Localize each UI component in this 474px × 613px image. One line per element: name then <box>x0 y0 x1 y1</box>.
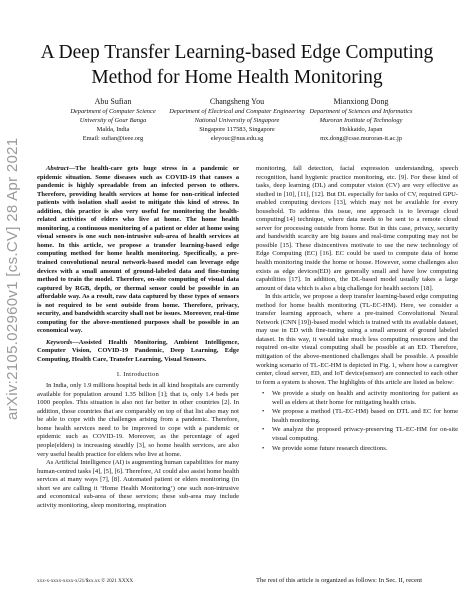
title-line-1: A Deep Transfer Learning-based Edge Computing <box>40 42 434 63</box>
highlights-list <box>256 390 458 453</box>
right-last-line: The rest of this article is organized as follows: In Sec. II, recent <box>256 577 423 584</box>
author-name: Abu Sufian <box>94 97 132 106</box>
keywords-text: —Assisted Health Monitoring, Ambient Intelligence, Computer Vision, COVID-19 Pandemic, Deep Learning, Edge Computing, Health Care, Transfer Learning, Visual Sensors. <box>37 338 239 364</box>
copyright-footnote: xxx-x-xxxx-xxxx-x/21/$xx.xx © 2021 XXXX <box>37 578 134 584</box>
author-affiliation: Department of Electrical and Computer Engineering <box>169 108 305 115</box>
author-name: Changsheng You <box>209 97 265 106</box>
keywords-label: Keywords <box>46 338 73 346</box>
abstract-label: Abstract <box>46 165 69 172</box>
author-affiliation: Department of Computer Science <box>70 108 156 115</box>
list-item: • We provide a study on health and activity monitoring for patient as well as elders at their home for mitigating health crisis. <box>262 390 458 406</box>
title-line-2: Method for Home Health Monitoring <box>91 67 383 88</box>
list-item: • We propose a method (TL-EC-HM) based on DTL and EC for home health monitoring. <box>262 408 458 424</box>
intro-paragraph-2: As Artificial Intelligence (AI) is augmenting human capabilities for many human-centred tasks [4], [5], [6]. Therefore, AI could also assist home health services at many ways [7], [8]. Automated patient or elders monitoring (in short we are calling it ‘Home Health Monitoring’) one such non-intrusive and economical sub-area of these services; these sub-area may include activity monitoring, sleep monitoring, respiration <box>37 459 239 509</box>
keywords <box>37 339 239 365</box>
paper-title <box>30 40 444 90</box>
bullet-icon: • <box>262 408 265 416</box>
author-email: Email: sufian@ieee.org <box>82 135 144 142</box>
bullet-icon: • <box>262 426 265 434</box>
intro-paragraph-1: In India, only 1.9 millions hospital beds in all kind hospitals are currently available for population around 1.35 billion [1]; that is, only 1.4 beds per 1000 peoples. This situation is also not far better in other countries [2]. In addition, those countries that are comparably on top of that list also may not be able to cope with the challenges arising from a pandemic. Therefore, home health services need to be improved to cope with a pandemic or epidemic such as COVID-19. Moreover, as the percentage of aged people(elders) is increasing steadily [3], so home health services, are also very useful health practice for elders who live at home. <box>37 382 239 458</box>
right-column <box>256 165 458 456</box>
right-paragraph-2: In this article, we propose a deep transfer learning-based edge computing method for home health monitoring (TL-EC-HM). Here, we consider a transfer learning approach, where a pre-trained Convolutional Neural Network (CNN [19])-based model which is trained with its available dataset, may use in ED with fine-tuning using a small amount of ground labeled dataset. In this way, it would take much less computing resources and the required on-site visual computing shall be possible at an ED. Therefore, mitigation of the above-mentioned challenges shall be possible. A possible working scenario of TL-EC-HM is depicted in Fig. 1, where how a caregiver center, cloud server, ED, and IoT device(sensor) are connected to each other to form a system is shown. The highlights of this article are listed as below: <box>256 293 458 386</box>
left-column <box>37 165 239 510</box>
arxiv-id: arXiv:2105.02960v1 [cs.CV] 28 Apr 2021 <box>4 137 21 420</box>
list-item: • We provide some future research directions. <box>262 444 388 452</box>
list-item: • We analyze the proposed privacy-preserving TL-EC-HM for on-site visual computing. <box>262 426 458 442</box>
bullet-icon: • <box>262 444 265 452</box>
author-org: National University of Singapore <box>194 117 280 124</box>
author-3 <box>286 96 436 143</box>
bullet-icon: • <box>262 390 265 398</box>
author-email: mx.dong@csse.muroran-it.ac.jp <box>320 135 402 142</box>
author-city: Singapore 117583, Singapore <box>199 126 275 133</box>
author-affiliation: Department of Sciences and Informatics <box>309 108 413 115</box>
author-email: eleyouc@nus.edu.sg <box>210 135 264 142</box>
right-paragraph-1: monitoring, fall detection, facial expression understanding, speech recognition, hand hygienic practice monitoring, etc. [9]. For these kind of tasks, deep learning (DL) and computer vision (CV) are very effective as studied in [10], [11], [12]. But DL especially for tasks of CV, required GPU-enabled computing devices [13], which may not be available for every household. To address this issue, one approach is to leverage cloud computing[14] technique, where data needs to be sent to a remote cloud server for processing outside from home. But in this case, privacy, security and bandwidth scarcity are big issues and real-time computing may not be possible [15]. These disincentives motivate to use the new technology of Edge Computing (EC) [16]. EC could be used to compute data of home health monitoring inside the home or house. However, some challenges also exists as edge devices(ED) are generally small and have low computing capabilities [17]. In addition, the DL-based model usually takes a large amount of data which is also a big challenge for health sectors [18]. <box>256 165 458 292</box>
author-org: University of Gour Banga <box>79 117 147 124</box>
abstract-text: —The health-care gets huge stress in a pandemic or epidemic situation. Some diseases such as COVID-19 that causes a pandemic is highly spreadable from an infected person to others. Therefore, providing health services at home for non-critical infected patients with isolation shall assist to mitigate this kind of stress. In addition, this practice is also very useful for monitoring the health-related activities of elders who live at home. The home health monitoring, a continuous monitoring of a patient or elder at home using visual sensors is one such non-intrusive sub-area of health services at home. In this article, we propose a transfer learning-based edge computing method for home health monitoring. Specifically, a pre-trained convolutional neural network-based model can leverage edge devices with a small amount of ground-labeled data and fine-tuning method to train the model. Therefore, on-site computing of visual data captured by RGB, depth, or thermal sensor could be possible in an affordable way. As a result, raw data captured by these types of sensors is not required to be sent outside from home. Therefore, privacy, security, and bandwidth scarcity shall not be issues. Moreover, real-time computing for the above-mentioned purposes shall be possible in an economical way. <box>37 165 239 335</box>
author-name: Mianxiong Dong <box>333 97 389 106</box>
abstract <box>37 165 239 336</box>
author-org: Muroran Institute of Technology <box>319 117 403 124</box>
author-city: Hokkaido, Japan <box>339 126 383 133</box>
author-block <box>38 96 436 142</box>
author-city: Malda, India <box>96 126 130 133</box>
section-heading-introduction: I. Introduction <box>116 370 160 378</box>
